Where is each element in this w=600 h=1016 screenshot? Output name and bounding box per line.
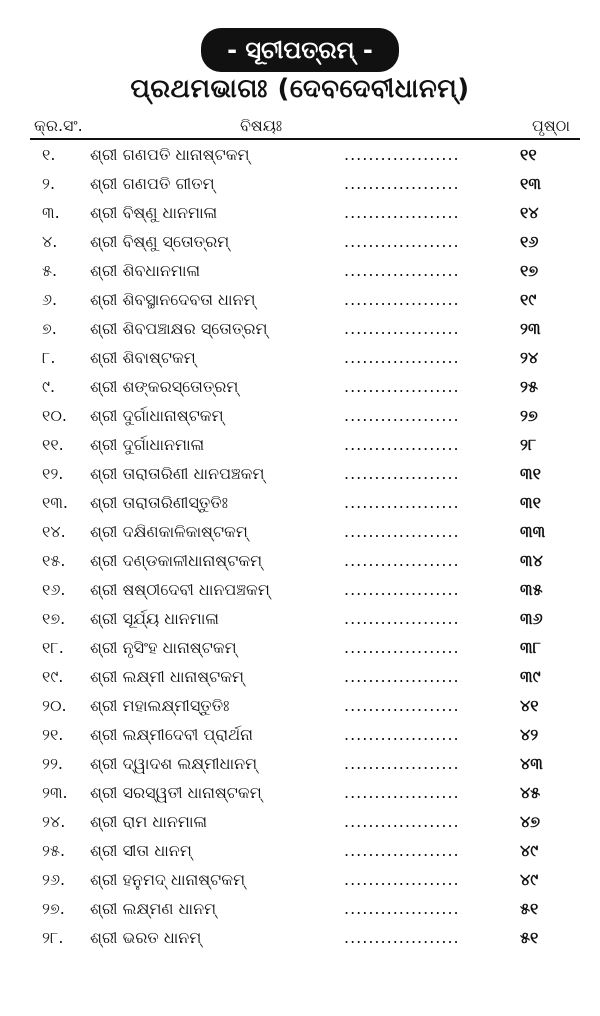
entry-page-number: ୪୯ — [520, 841, 539, 860]
list-item — [0, 923, 600, 952]
list-item — [0, 691, 600, 720]
dot-leader: ................... — [344, 870, 460, 889]
dot-leader: ................... — [344, 261, 460, 280]
list-item — [0, 720, 600, 749]
entry-serial: ୧୧. — [42, 435, 64, 454]
dot-leader: ................... — [344, 609, 460, 628]
entry-title: ଶ୍ରୀ ନୃସିଂହ ଧାନାଷ୍ଟକମ୍ — [90, 638, 237, 657]
entry-serial: ୧୭. — [42, 609, 66, 628]
entry-serial: ୨୧. — [42, 725, 64, 744]
list-item — [0, 836, 600, 865]
page-title: - ସୂଚୀପତ୍ରମ୍ - — [201, 28, 399, 72]
header-subject: ବିଷୟଃ — [240, 116, 283, 135]
entry-title: ଶ୍ରୀ ଦଣ୍ଡକାଳୀଧାନାଷ୍ଟକମ୍ — [90, 551, 263, 570]
dot-leader: ................... — [344, 348, 460, 367]
entry-title: ଶ୍ରୀ ଷଷ୍ଠୀଦେବୀ ଧାନପଞ୍ଚକମ୍ — [90, 580, 270, 599]
entry-page-number: ୪୧ — [520, 696, 539, 715]
entry-serial: ୫. — [42, 261, 58, 280]
entry-title: ଶ୍ରୀ ଗଣପତି ଗୀତମ୍ — [90, 174, 215, 193]
entry-title: ଶ୍ରୀ ଶଙ୍କରସ୍ତୋତ୍ରମ୍ — [90, 377, 239, 396]
list-item — [0, 807, 600, 836]
header-serial: କ୍ର.ସଂ. — [34, 116, 83, 135]
entry-serial: ୨୪. — [42, 812, 66, 831]
dot-leader: ................... — [344, 725, 460, 744]
entry-title: ଶ୍ରୀ ରାମ ଧାନମାଳା — [90, 812, 208, 831]
dot-leader: ................... — [344, 812, 460, 831]
entry-serial: ୨୭. — [42, 899, 65, 918]
entry-title: ଶ୍ରୀ ଭରତ ଧାନମ୍ — [90, 928, 202, 947]
dot-leader: ................... — [344, 928, 460, 947]
entry-serial: ୧୪. — [42, 522, 66, 541]
entry-title: ଶ୍ରୀ ସୀତା ଧାନମ୍ — [90, 841, 192, 860]
dot-leader: ................... — [344, 145, 460, 164]
entry-title: ଶ୍ରୀ ତାରାତାରିଣୀସ୍ତୁତିଃ — [90, 493, 228, 512]
list-item — [0, 662, 600, 691]
entry-serial: ୨୨. — [42, 754, 64, 773]
entry-page-number: ୪୨ — [520, 725, 539, 744]
entry-page-number: ୩୫ — [520, 580, 543, 599]
entry-page-number: ୩୮ — [520, 638, 541, 657]
list-item — [0, 285, 600, 314]
entry-serial: ୬. — [42, 290, 58, 309]
header-page: ପୃଷ୍ଠା — [531, 116, 570, 135]
entry-page-number: ୩୩ — [520, 522, 546, 541]
dot-leader: ................... — [344, 754, 460, 773]
entry-serial: ୩. — [42, 203, 60, 222]
entry-title: ଶ୍ରୀ ଦ୍ୱାଦଶ ଲକ୍ଷ୍ମୀଧାନମ୍ — [90, 754, 258, 773]
list-item — [0, 865, 600, 894]
entry-serial: ୯. — [42, 377, 56, 396]
list-item — [0, 198, 600, 227]
entry-title: ଶ୍ରୀ ହନୁମଦ୍ ଧାନାଷ୍ଟକମ୍ — [90, 870, 246, 889]
contents-list — [0, 140, 600, 952]
list-item — [0, 459, 600, 488]
dot-leader: ................... — [344, 319, 460, 338]
entry-page-number: ୧୭ — [520, 261, 539, 280]
entry-page-number: ୧୯ — [520, 290, 537, 309]
entry-serial: ୨୬. — [42, 870, 66, 889]
dot-leader: ................... — [344, 203, 460, 222]
entry-serial: ୨୩. — [42, 783, 68, 802]
dot-leader: ................... — [344, 638, 460, 657]
entry-serial: ୭. — [42, 319, 57, 338]
title-banner — [0, 28, 600, 72]
list-item — [0, 517, 600, 546]
dot-leader: ................... — [344, 377, 460, 396]
dot-leader: ................... — [344, 493, 460, 512]
entry-title: ଶ୍ରୀ ଲକ୍ଷ୍ମୀ ଧାନାଷ୍ଟକମ୍ — [90, 667, 245, 686]
entry-title: ଶ୍ରୀ ଶିବସ୍ଥାନଦେବତା ଧାନମ୍ — [90, 290, 256, 309]
entry-title: ଶ୍ରୀ ଦୁର୍ଗାଧାନାଷ୍ଟକମ୍ — [90, 406, 224, 425]
entry-title: ଶ୍ରୀ ସୂର୍ଯ୍ୟ ଧାନମାଳା — [90, 609, 219, 628]
entry-serial: ୮. — [42, 348, 56, 367]
entry-page-number: ୧୩ — [520, 174, 541, 193]
list-item — [0, 633, 600, 662]
entry-title: ଶ୍ରୀ ବିଷ୍ଣୁ ସ୍ତୋତ୍ରମ୍ — [90, 232, 230, 251]
entry-page-number: ୧୧ — [520, 145, 537, 164]
entry-title: ଶ୍ରୀ ବିଷ୍ଣୁ ଧାନମାଳା — [90, 203, 218, 222]
dot-leader: ................... — [344, 406, 460, 425]
list-item — [0, 169, 600, 198]
entry-page-number: ୫୧ — [520, 928, 539, 947]
entry-page-number: ୪୭ — [520, 812, 541, 831]
list-item — [0, 256, 600, 285]
dot-leader: ................... — [344, 899, 460, 918]
entry-title: ଶ୍ରୀ ଶିବପଞ୍ଚାକ୍ଷର ସ୍ତୋତ୍ରମ୍ — [90, 319, 268, 338]
list-item — [0, 401, 600, 430]
entry-serial: ୧୯. — [42, 667, 64, 686]
dot-leader: ................... — [344, 232, 460, 251]
table-header — [34, 112, 578, 138]
list-item — [0, 430, 600, 459]
entry-page-number: ୨୫ — [520, 377, 538, 396]
entry-page-number: ୪୩ — [520, 754, 543, 773]
entry-page-number: ୧୪ — [520, 203, 539, 222]
entry-page-number: ୨୩ — [520, 319, 541, 338]
entry-serial: ୨. — [42, 174, 56, 193]
entry-serial: ୨୫. — [42, 841, 66, 860]
list-item — [0, 372, 600, 401]
list-item — [0, 227, 600, 256]
entry-page-number: ୩୪ — [520, 551, 543, 570]
section-subtitle: ପ୍ରଥମଭାଗଃ (ଦେବଦେବୀଧାନମ୍) — [130, 74, 470, 104]
entry-title: ଶ୍ରୀ ଦକ୍ଷିଣକାଳିକାଷ୍ଟକମ୍ — [90, 522, 248, 541]
list-item — [0, 778, 600, 807]
entry-serial: ୧୮. — [42, 638, 64, 657]
dot-leader: ................... — [344, 783, 460, 802]
list-item — [0, 314, 600, 343]
dot-leader: ................... — [344, 464, 460, 483]
entry-page-number: ୧୬ — [520, 232, 539, 251]
entry-title: ଶ୍ରୀ ଗଣପତି ଧାନାଷ୍ଟକମ୍ — [90, 145, 250, 164]
entry-page-number: ୩୧ — [520, 464, 541, 483]
list-item — [0, 343, 600, 372]
entry-title: ଶ୍ରୀ ମହାଲକ୍ଷ୍ମୀସ୍ତୁତିଃ — [90, 696, 230, 715]
entry-serial: ୧୩. — [42, 493, 68, 512]
entry-page-number: ୫୧ — [520, 899, 539, 918]
entry-serial: ୧୦. — [42, 406, 68, 425]
dot-leader: ................... — [344, 290, 460, 309]
list-item — [0, 546, 600, 575]
entry-serial: ୧୬. — [42, 580, 66, 599]
entry-page-number: ୪୯ — [520, 870, 539, 889]
entry-title: ଶ୍ରୀ ଲକ୍ଷ୍ମଣ ଧାନମ୍ — [90, 899, 217, 918]
dot-leader: ................... — [344, 551, 460, 570]
entry-page-number: ୩୬ — [520, 609, 543, 628]
entry-serial: ୧୫. — [42, 551, 66, 570]
entry-title: ଶ୍ରୀ ଶିବଧାନମାଳା — [90, 261, 201, 280]
list-item — [0, 488, 600, 517]
dot-leader: ................... — [344, 435, 460, 454]
entry-page-number: ୨୭ — [520, 406, 538, 425]
list-item — [0, 604, 600, 633]
entry-page-number: ୨୮ — [520, 435, 537, 454]
entry-title: ଶ୍ରୀ ଲକ୍ଷ୍ମୀଦେବୀ ପ୍ରାର୍ଥନା — [90, 725, 253, 744]
dot-leader: ................... — [344, 522, 460, 541]
entry-title: ଶ୍ରୀ ଦୁର୍ଗାଧାନମାଳା — [90, 435, 205, 454]
entry-page-number: ୨୪ — [520, 348, 539, 367]
dot-leader: ................... — [344, 174, 460, 193]
list-item — [0, 894, 600, 923]
dot-leader: ................... — [344, 667, 460, 686]
entry-page-number: ୩୯ — [520, 667, 541, 686]
list-item — [0, 140, 600, 169]
entry-serial: ୨୮. — [42, 928, 64, 947]
dot-leader: ................... — [344, 841, 460, 860]
entry-serial: ୧୨. — [42, 464, 64, 483]
entry-title: ଶ୍ରୀ ସରସ୍ୱତୀ ଧାନାଷ୍ଟକମ୍ — [90, 783, 262, 802]
dot-leader: ................... — [344, 580, 460, 599]
entry-title: ଶ୍ରୀ ତାରାତାରିଣୀ ଧାନପଞ୍ଚକମ୍ — [90, 464, 265, 483]
entry-serial: ୧. — [42, 145, 56, 164]
list-item — [0, 749, 600, 778]
entry-serial: ୨୦. — [42, 696, 67, 715]
list-item — [0, 575, 600, 604]
entry-page-number: ୩୧ — [520, 493, 541, 512]
entry-page-number: ୪୫ — [520, 783, 541, 802]
entry-title: ଶ୍ରୀ ଶିବାଷ୍ଟକମ୍ — [90, 348, 196, 367]
dot-leader: ................... — [344, 696, 460, 715]
entry-serial: ୪. — [42, 232, 58, 251]
